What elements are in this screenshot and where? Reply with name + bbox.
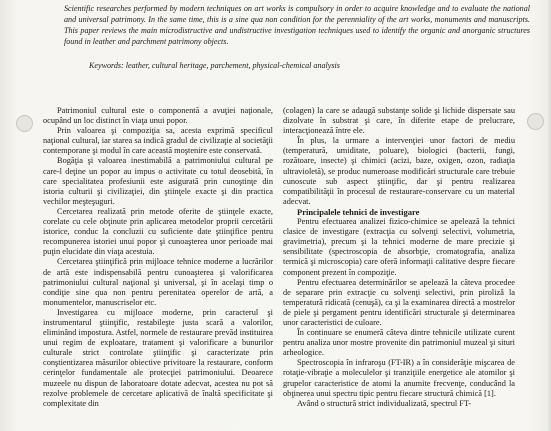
paragraph: În plus, la urmare a intervenţiei unor factori de mediu (temperatură, umiditate, poluare), biologici (bacterii, fungi, rozătoare, insecte) şi chimici (acizi, baze, oxigen, ozon, radiaţia ultravioletă), se produc numeroase modificări structurale care trebuie cunoscute sub aspect ştiinţific, dar şi pentru realizarea compatibilităţii în procesul de restaurare-conservare cu un material adecvat. [283,136,515,206]
paragraph: Patrimoniul cultural este o componentă a avuţiei naţionale, ocupând un loc distinct în viaţa unui popor. [43,106,273,126]
paragraph: (colagen) la care se adaugă substanţe solide şi lichide dispersate sau dizolvate în substrat şi care, în diferite etape de prelucrare, interacţionează între ele. [283,106,515,136]
right-column [283,106,515,409]
paragraph: Cercetarea ştiinţifică prin mijloace tehnice moderne a lucrărilor de artă este indispensabilă pentru cunoaşterea şi valorificarea patrimoniului cultural naţional şi universal, şi în acelaşi timp o condiţie sine qua non pentru perenitatea operelor de artă, a monumentelor, manuscriselor etc. [43,257,273,307]
punch-hole [16,115,33,132]
keywords: Keywords: leather, cultural heritage, parchement, physical-chemical analysis [89,61,340,70]
paragraph: În continuare se enumeră câteva dintre tehnicile utilizate curent pentru analiza unor mostre provenite din patrimoniul muzeal şi situri arheologice. [283,328,515,358]
paragraph: Pentru efectuarea determinărilor se apelează la câteva procedee de separare prin extracţie cu solvenţi selectivi, prin pirolizǎ la temperatură ridicată (cenuşă), ca şi la examinarea directă a mostrelor de piele şi pergament pentru identificări structurale şi determinarea unor caracteristici de culoare. [283,277,515,327]
paragraph: Având o structură strict individualizată, spectrul FT- [297,398,472,408]
section-heading: Principalele tehnici de investigare [297,206,420,217]
page-edge-shadow [547,0,551,431]
paragraph: Prin valoarea şi compoziţia sa, acesta exprimă specificul naţional cultural, iar starea sa indică gradul de civilizaţie al societăţii contemporane şi modul în care această moştenire este conservată. [43,126,273,156]
paragraph: Investigarea cu mijloace moderne, prin caracterul şi instrumentarul ştiinţific, restabileşte justa scară a valorilor, eliminând impostura. Astfel, normele de restaurare prevăd instituirea unui regim de exploatare, tratament şi valorificare a bunurilor culturale strict controlate ştiinţific şi caracterizate prin conştientizarea măsurilor obiective privitoare la restaurare, conform cerinţelor fundamentale ale protecţiei patrimoniului. Deoarece muzeele nu dispun de laboratoare dotate adecvat, acestea nu pot să rezolve problemele de cercetare aplicativă de înaltă specificitate şi complexitate din [43,307,273,408]
paragraph: Cercetarea realizată prin metode oferite de ştiinţele exacte, corelate cu cele obţinute prin aplicarea metodelor proprii cercetării istorice, conduc la concluzii cu suficiente date ştiinţifice pentru recompunerea istoriei unui popor şi cunoaşterea unor perioade mai puţin elucidate din viaţa acestuia. [43,206,273,257]
paragraph: Bogăţia şi valoarea inestimabilă a patrimoniului cultural pe care-l deţine un popor au impus o activitate cu totul deosebită, în care specialitatea profesiunii este asigurată prin cunoştinţe din istoria culturii şi civilizaţiei, din ştiinţele exacte şi din practica vechilor meşteşuguri. [43,156,273,206]
punch-hole [527,113,544,130]
left-column [43,106,273,409]
paragraph: Pentru efectuarea analizei fizico-chimice se apelează la tehnici clasice de investigare (extracţia cu solvenţi selectivi, volumetria, gravimetria), precum şi la tehnici moderne de mare precizie şi sensibilitate (spectroscopia de absorbţie, cromatografia, analiza termică şi microscopia) care oferă informaţii calitative despre fiecare component prezent în compoziţie. [283,217,515,277]
abstract: Scientific researches performed by modern techniques on art works is compulsory in order to acquire knowledge and to evaluate the national and universal patrimony. In the same time, this is a sine qua non condition for the perenniality of the art works, monuments and manuscripts. This paper reviews the main microdistructive and undistructive investigation techniques used to identify the organic and anorganic structures found in leather and parchment patrimony objects. [64,4,530,46]
paragraph: Spectroscopia în infraroşu (FT-IR) a în considerăţie mişcarea de rotaţie-vibraţie a moleculelor şi tranziţiile energetice ale atomilor şi grupelor caracteristice de atomi la anumite frecvenţe, conducând la obţinerea unui spectru tipic pentru fiecare structură chimică [1]. [283,358,515,398]
